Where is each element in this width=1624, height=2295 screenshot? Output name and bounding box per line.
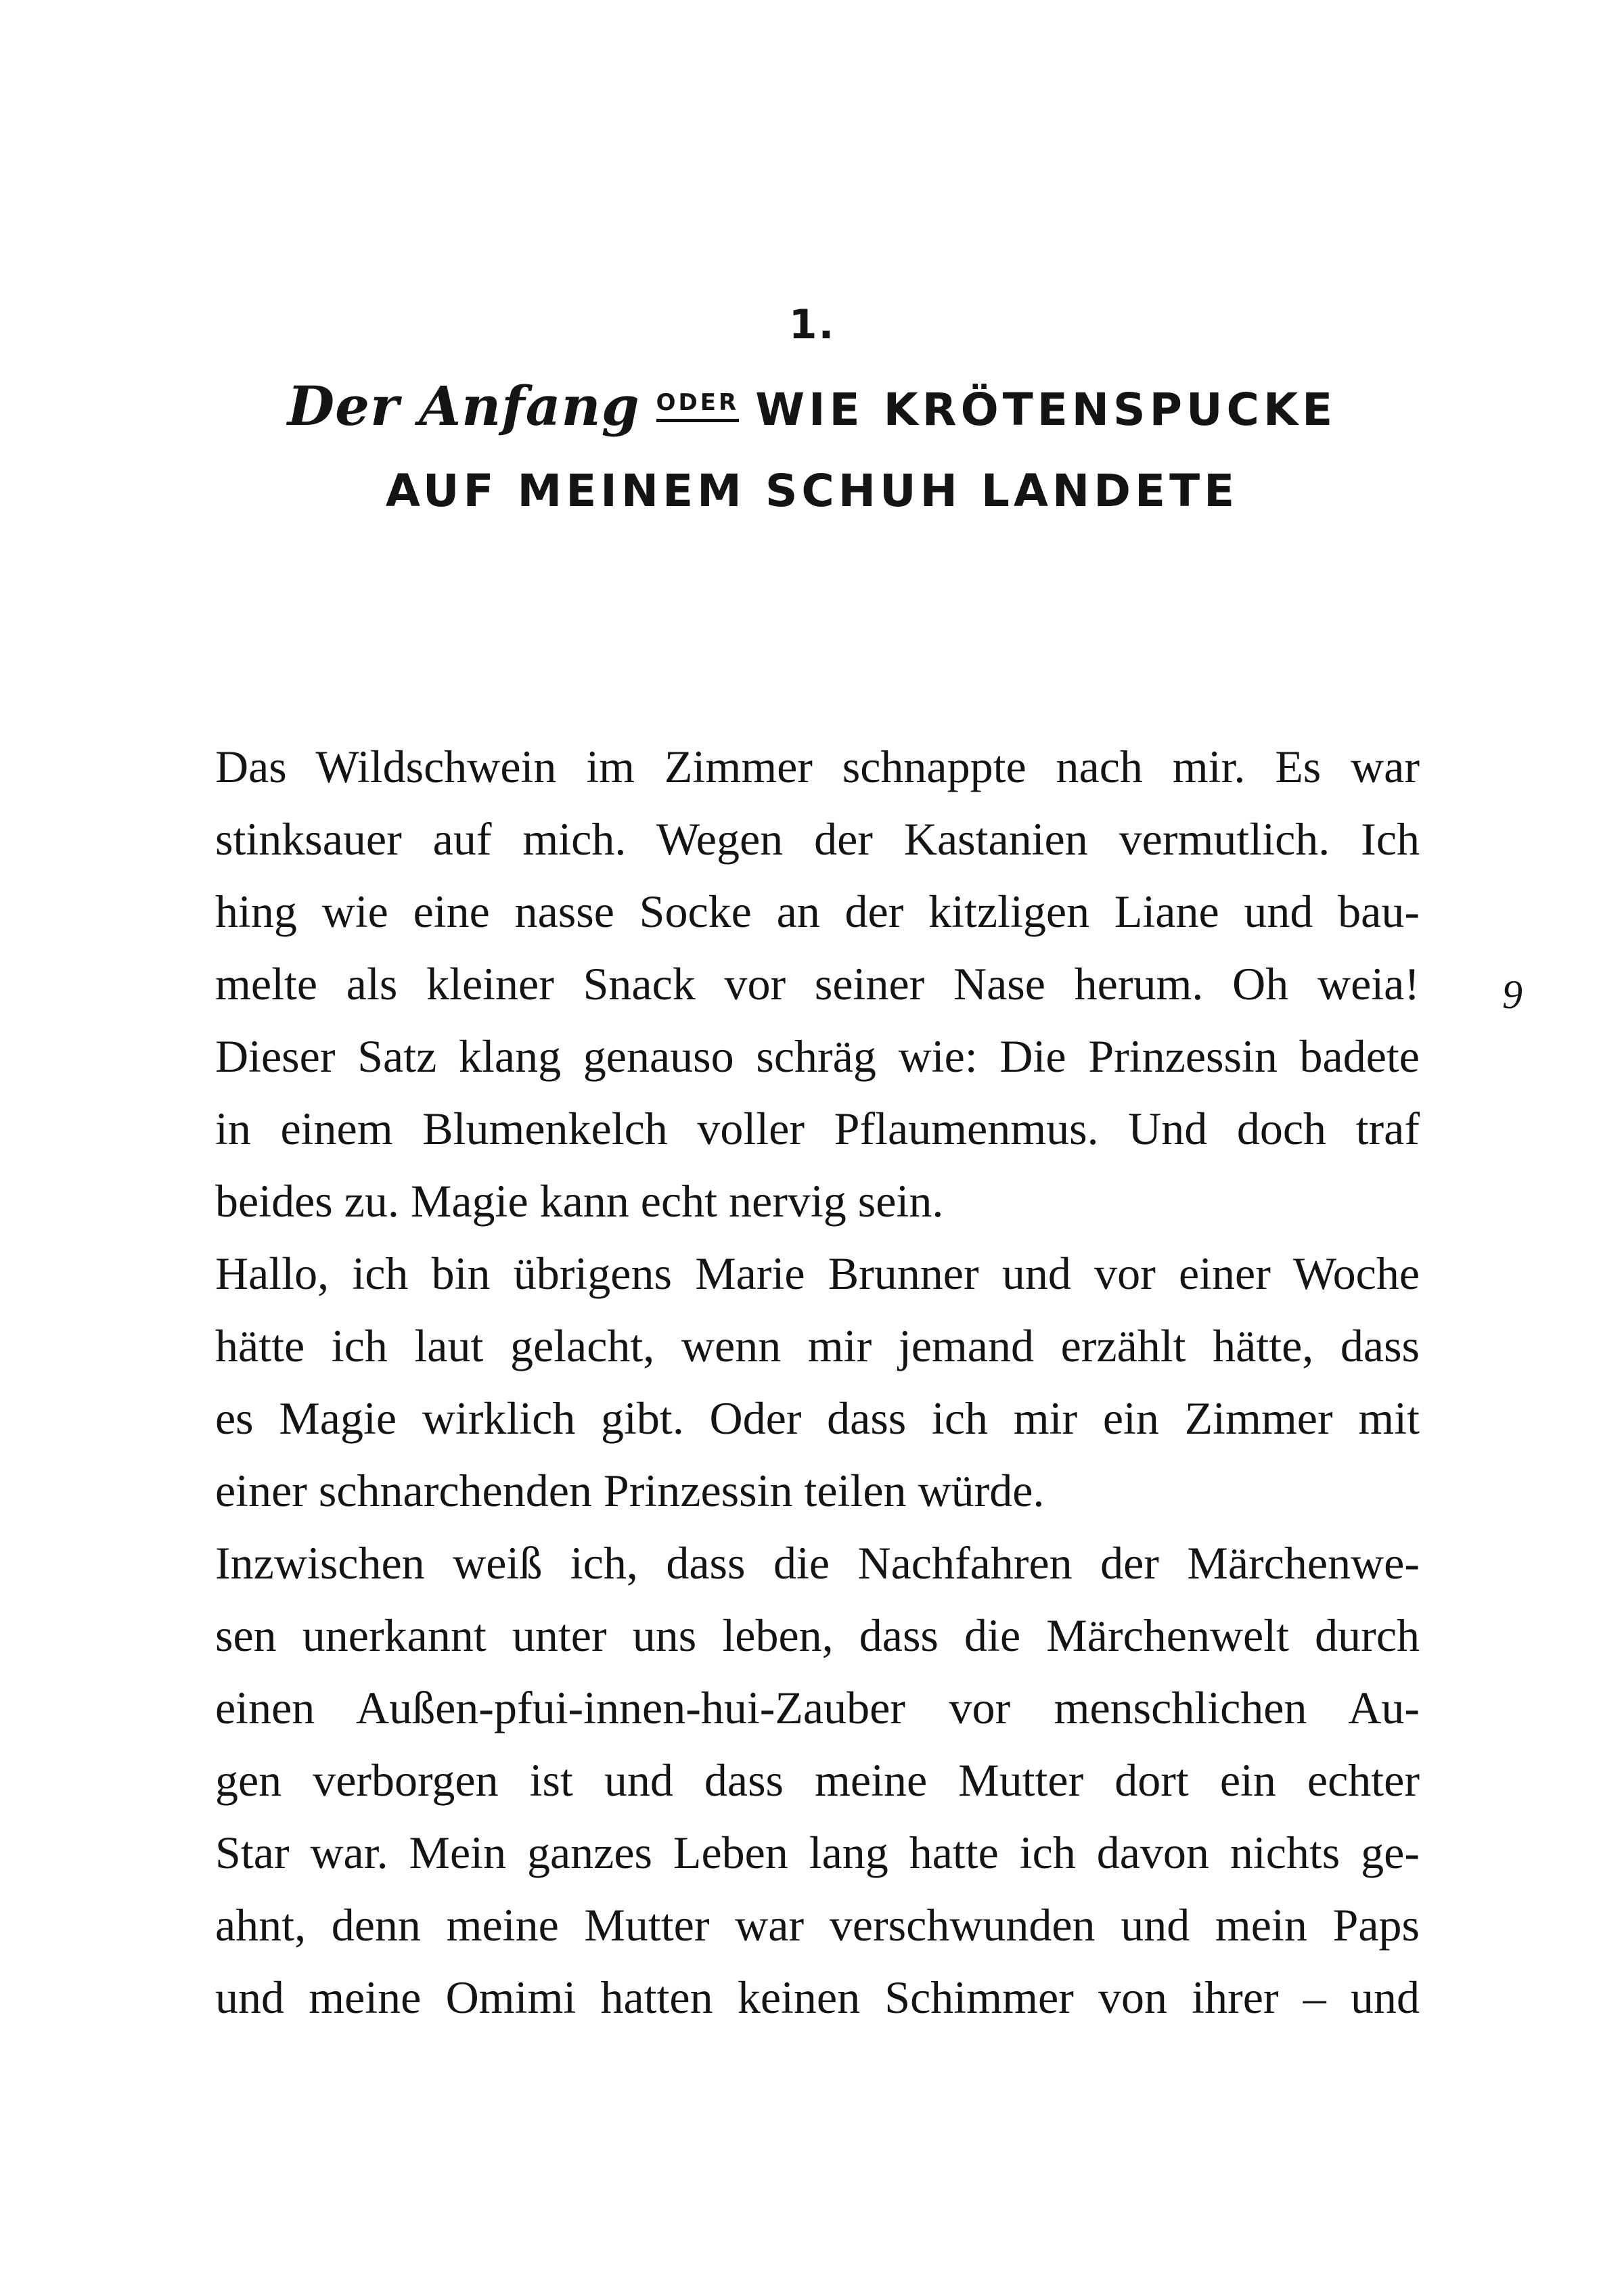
body-line: es Magie wirklich gibt. Oder dass ich mir ein Zimmer mit bbox=[215, 1392, 1420, 1444]
body-line: gen verborgen ist und dass meine Mutter dort ein echter bbox=[215, 1754, 1420, 1806]
body-line: melte als kleiner Snack vor seiner Nase herum. Oh weia! bbox=[215, 958, 1420, 1009]
body-line: Hallo, ich bin übrigens Marie Brunner und vor einer Woche bbox=[215, 1248, 1420, 1299]
body-line: Das Wildschwein im Zimmer schnappte nach mir. Es war bbox=[215, 741, 1420, 792]
body-line: stinksauer auf mich. Wegen der Kastanien vermutlich. Ich bbox=[215, 813, 1420, 865]
body-line: einen Außen-pfui-innen-hui-Zauber vor menschlichen Au- bbox=[215, 1682, 1420, 1733]
chapter-title bbox=[169, 365, 1455, 532]
body-line: Star war. Mein ganzes Leben lang hatte ich davon nichts ge- bbox=[215, 1827, 1420, 1878]
body-line: hing wie eine nasse Socke an der kitzligen Liane und bau- bbox=[215, 886, 1420, 937]
page-number: 9 bbox=[1502, 972, 1522, 1017]
body-line: in einem Blumenkelch voller Pflaumenmus. Und doch traf bbox=[215, 1103, 1420, 1154]
chapter-title-caps: WIE KRÖTENSPUCKE bbox=[755, 384, 1337, 436]
chapter-number: 1. bbox=[788, 301, 836, 348]
chapter-title-line-1 bbox=[169, 365, 1455, 451]
body-line: hätte ich laut gelacht, wenn mir jemand erzählt hätte, dass bbox=[215, 1320, 1420, 1371]
body-line: beides zu. Magie kann echt nervig sein. bbox=[215, 1175, 944, 1227]
body-line: und meine Omimi hatten keinen Schimmer von ihrer – und bbox=[215, 1972, 1420, 2023]
body-line: Dieser Satz klang genauso schräg wie: Die Prinzessin badete bbox=[215, 1030, 1420, 1082]
body-line: einer schnarchenden Prinzessin teilen würde. bbox=[215, 1465, 1045, 1516]
body-line: sen unerkannt unter uns leben, dass die Märchenwelt durch bbox=[215, 1610, 1420, 1661]
chapter-title-line-2: AUF MEINEM SCHUH LANDETE bbox=[385, 465, 1239, 517]
chapter-title-oder: ODER bbox=[656, 389, 740, 422]
chapter-title-script: Der Anfang bbox=[287, 374, 640, 438]
body-line: ahnt, denn meine Mutter war verschwunden und mein Paps bbox=[215, 1899, 1420, 1951]
body-line: Inzwischen weiß ich, dass die Nachfahren der Märchenwe- bbox=[215, 1537, 1420, 1589]
body-text bbox=[215, 731, 1420, 2034]
